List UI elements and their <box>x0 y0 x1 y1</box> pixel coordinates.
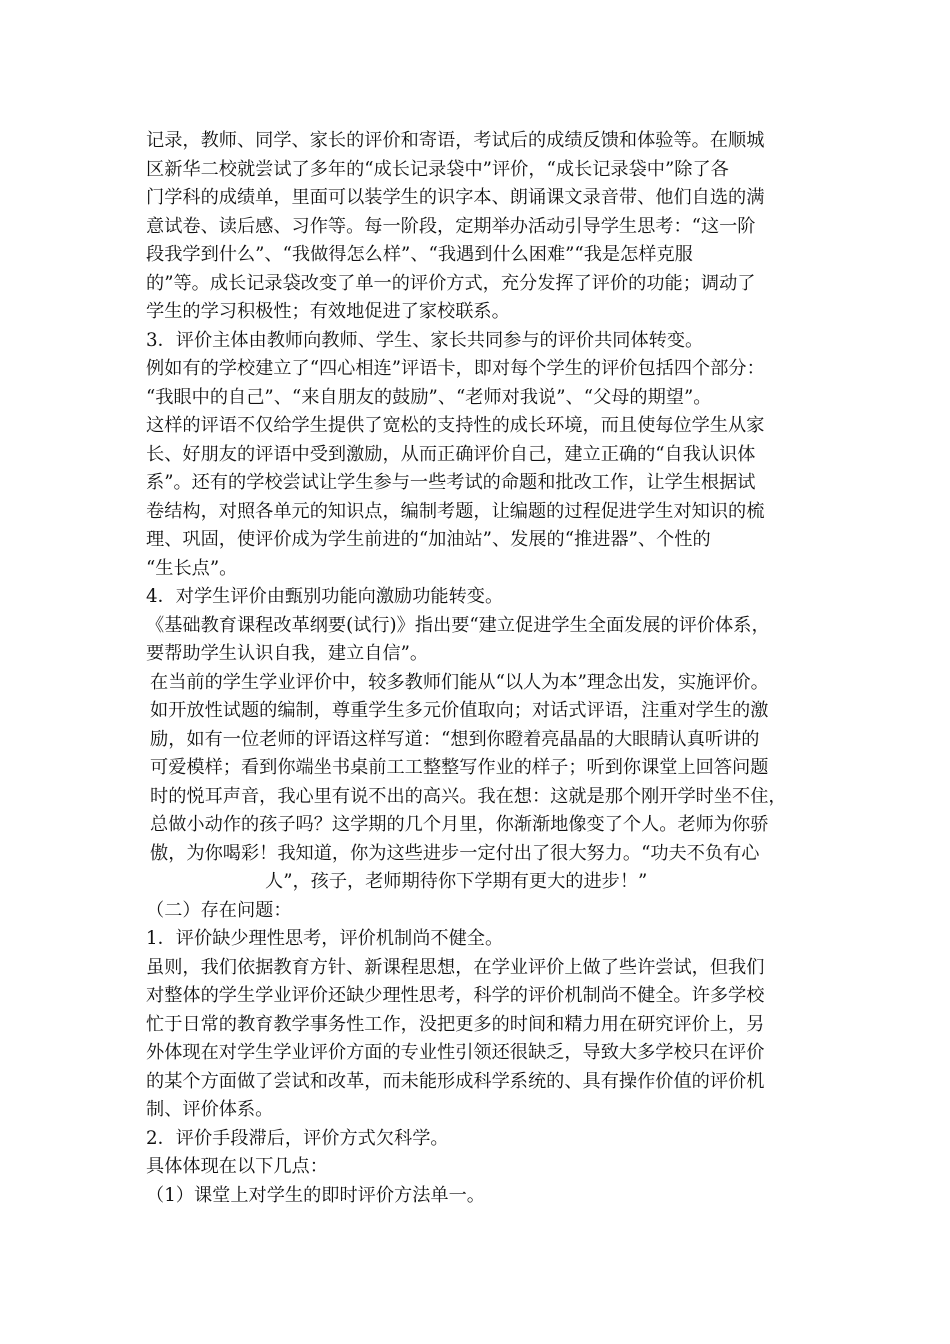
paragraph-line: 区新华二校就尝试了多年的“成长记录袋中”评价，“成长记录袋中”除了各 <box>146 159 729 180</box>
paragraph-line: 制、评价体系。 <box>146 1099 274 1120</box>
section-heading: 4．对学生评价由甄别功能向激励功能转变。 <box>146 586 504 607</box>
paragraph-line: “生长点”。 <box>146 558 238 579</box>
paragraph-line: 段我学到什么”、“我做得怎么样”、“我遇到什么困难”“我是怎样克服 <box>146 244 693 265</box>
paragraph-line: 具体体现在以下几点： <box>146 1156 328 1177</box>
paragraph-line: 意试卷、读后感、习作等。每一阶段，定期举办活动引导学生思考：“这一阶 <box>146 216 756 237</box>
list-item: （1）课堂上对学生的即时评价方法单一。 <box>146 1185 485 1206</box>
paragraph-line: 理、巩固，使评价成为学生前进的“加油站”、发展的“推进器”、个性的 <box>146 529 711 550</box>
paragraph-line: 门学科的成绩单，里面可以装学生的识字本、朗诵课文录音带、他们自选的满 <box>146 187 765 208</box>
section-heading: 3．评价主体由教师向教师、学生、家长共同参与的评价共同体转变。 <box>146 330 704 351</box>
paragraph-line: 长、好朋友的评语中受到激励，从而正确评价自己，建立正确的“自我认识体 <box>146 444 756 465</box>
paragraph-line: 的某个方面做了尝试和改革，而未能形成科学系统的、具有操作价值的评价机 <box>146 1071 765 1092</box>
paragraph-line: 外体现在对学生学业评价方面的专业性引领还很缺乏，导致大多学校只在评价 <box>146 1042 765 1063</box>
paragraph-line: 励，如有一位老师的评语这样写道：“想到你瞪着亮晶晶的大眼睛认真听讲的 <box>150 729 760 750</box>
paragraph-line: 的”等。成长记录袋改变了单一的评价方式，充分发挥了评价的功能；调动了 <box>146 273 756 294</box>
paragraph-line: 虽则，我们依据教育方针、新课程思想，在学业评价上做了些许尝试，但我们 <box>146 957 765 978</box>
paragraph-line: 卷结构，对照各单元的知识点，编制考题，让编题的过程促进学生对知识的梳 <box>146 501 765 522</box>
paragraph-line: “我眼中的自己”、“来自朋友的鼓励”、“老师对我说”、“父母的期望”。 <box>146 387 712 408</box>
paragraph-line: 时的悦耳声音，我心里有说不出的高兴。我在想：这就是那个刚开学时坐不住， <box>150 786 787 807</box>
paragraph-line: 记录，教师、同学、家长的评价和寄语，考试后的成绩反馈和体验等。在顺城 <box>146 130 765 151</box>
section-heading: （二）存在问题： <box>146 900 292 921</box>
paragraph-line: 学生的学习积极性；有效地促进了家校联系。 <box>146 301 510 322</box>
paragraph-line: 如开放性试题的编制，尊重学生多元价值取向；对话式评语，注重对学生的激 <box>150 700 769 721</box>
paragraph-line: 《基础教育课程改革纲要(试行)》指出要“建立促进学生全面发展的评价体系， <box>146 615 770 636</box>
paragraph-line: 人”，孩子，老师期待你下学期有更大的进步！” <box>265 871 648 892</box>
section-heading: 2．评价手段滞后，评价方式欠科学。 <box>146 1128 449 1149</box>
paragraph-line: 忙于日常的教育教学事务性工作，没把更多的时间和精力用在研究评价上，另 <box>146 1014 765 1035</box>
paragraph-line: 要帮助学生认识自我，建立自信”。 <box>146 643 429 664</box>
section-heading: 1．评价缺少理性思考，评价机制尚不健全。 <box>146 928 504 949</box>
paragraph-line: 可爱模样；看到你端坐书桌前工工整整写作业的样子；听到你课堂上回答问题 <box>150 757 769 778</box>
paragraph-line: 对整体的学生学业评价还缺少理性思考，科学的评价机制尚不健全。许多学校 <box>146 985 765 1006</box>
paragraph-line: 例如有的学校建立了“四心相连”评语卡，即对每个学生的评价包括四个部分： <box>146 358 765 379</box>
paragraph-line: 在当前的学生学业评价中，较多教师们能从“以人为本”理念出发，实施评价。 <box>150 672 769 693</box>
paragraph-line: 总做小动作的孩子吗？这学期的几个月里，你渐渐地像变了个人。老师为你骄 <box>150 814 769 835</box>
paragraph-line: 傲，为你喝彩！我知道，你为这些进步一定付出了很大努力。“功夫不负有心 <box>150 843 760 864</box>
paragraph-line: 系”。还有的学校尝试让学生参与一些考试的命题和批改工作，让学生根据试 <box>146 472 756 493</box>
paragraph-line: 这样的评语不仅给学生提供了宽松的支持性的成长环境，而且使每位学生从家 <box>146 415 765 436</box>
